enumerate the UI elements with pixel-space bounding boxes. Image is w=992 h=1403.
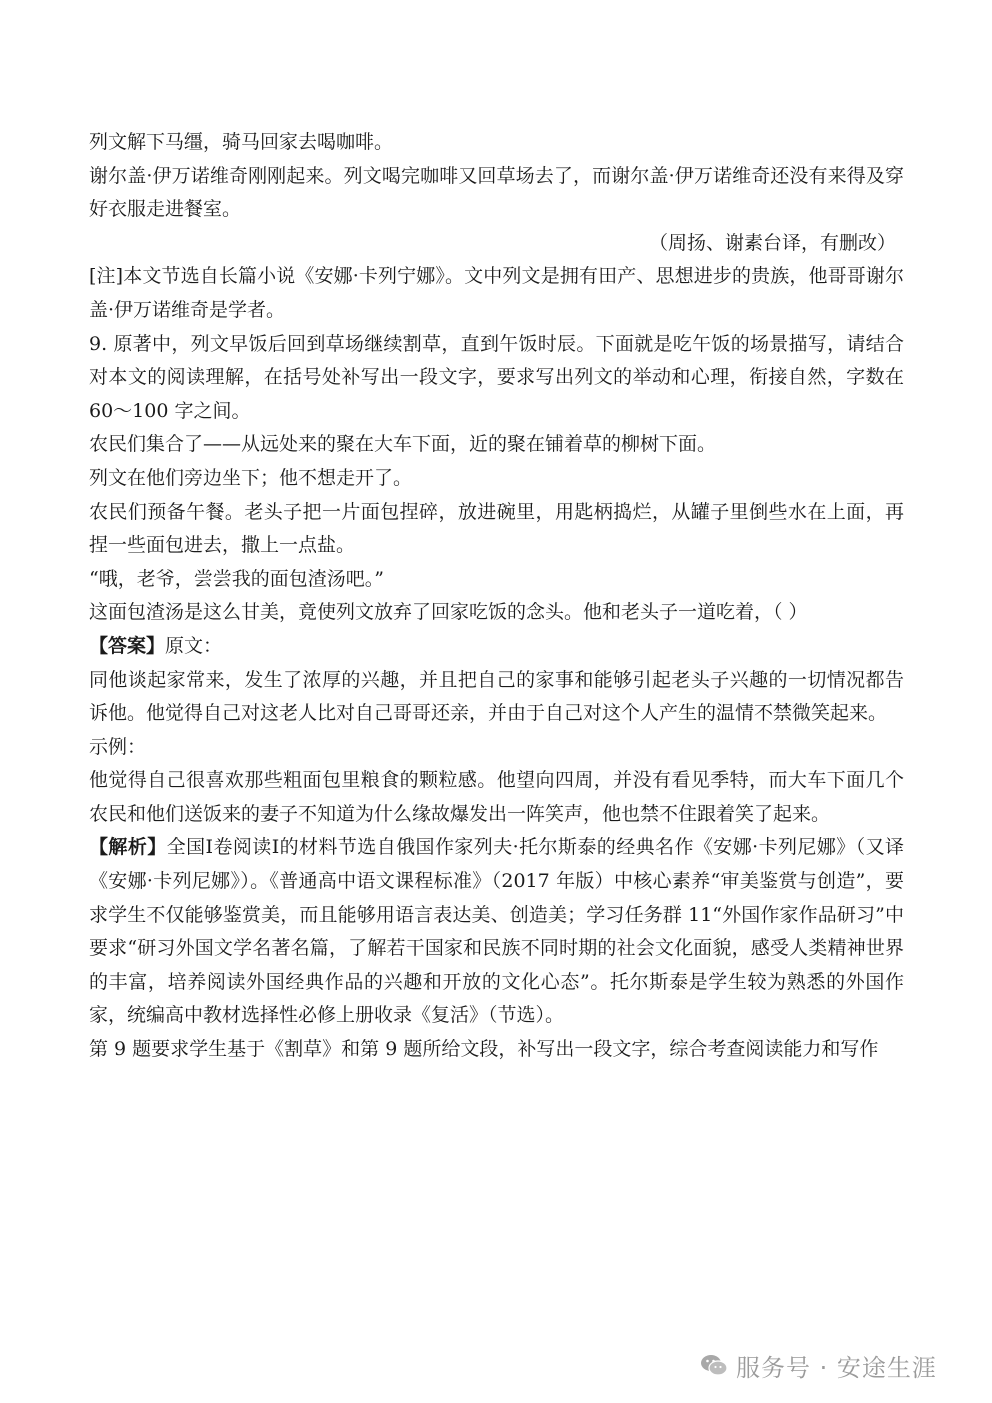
analysis-label: 【解析】 [89,836,167,859]
paragraph: 这面包渣汤是这么甘美，竟使列文放弃了回家吃饭的念头。他和老头子一道吃着，（ ） [89,601,808,624]
answer-original: 同他谈起家常来，发生了浓厚的兴趣，并且把自己的家事和能够引起老头子兴趣的一切情况都告诉他。他觉得自己对这老人比对自己哥哥还亲，并由于自己对这个人产生的温情不禁微笑起来。 [89,668,904,725]
answer-heading [89,630,904,664]
answer-heading-text: 原文： [165,634,223,657]
document-body [89,126,904,1067]
paragraph: 列文在他们旁边坐下；他不想走开了。 [89,466,413,489]
example-heading: 示例： [89,735,147,758]
quote-paragraph: “哦，老爷，尝尝我的面包渣汤吧。” [89,567,384,590]
translation-credit: （周扬、谢素台译，有删改） [648,231,896,254]
question-9: 9. 原著中，列文早饭后回到草场继续割草，直到午饭时辰。下面就是吃午饭的场景描写，请结合对本文的阅读理解，在括号处补写出一段文字，要求写出列文的举动和心理，衔接自然，字数在 60～100 字之间。 [89,332,904,422]
paragraph: 第 9 题要求学生基于《割草》和第 9 题所给文段，补写出一段文字，综合考查阅读能力和写作 [89,1038,879,1061]
answer-example: 他觉得自己很喜欢那些粗面包里粮食的颗粒感。他望向四周，并没有看见季特，而大车下面几个农民和他们送饭来的妻子不知道为什么缘故爆发出一阵笑声，他也禁不住跟着笑了起来。 [89,769,904,825]
wechat-icon [700,1353,728,1377]
paragraph: 列文解下马缰，骑马回家去喝咖啡。 [89,131,394,153]
paragraph: 农民们集合了——从远处来的聚在大车下面，近的聚在铺着草的柳树下面。 [89,433,717,456]
watermark-text: 服务号 · 安途生涯 [736,1353,937,1382]
watermark [700,1345,937,1385]
analysis-paragraph [89,831,904,1033]
note-paragraph: [注]本文节选自长篇小说《安娜·卡列宁娜》。文中列文是拥有田产、思想进步的贵族，他哥哥谢尔盖·伊万诺维奇是学者。 [89,265,904,321]
paragraph: 谢尔盖·伊万诺维奇刚刚起来。列文喝完咖啡又回草场去了，而谢尔盖·伊万诺维奇还没有来得及穿好衣服走进餐室。 [89,164,904,221]
paragraph: 农民们预备午餐。老头子把一片面包捏碎，放进碗里，用匙柄捣烂，从罐子里倒些水在上面，再捏一些面包进去，撒上一点盐。 [89,500,904,557]
answer-label: 【答案】 [89,634,166,657]
analysis-text: 全国Ⅰ卷阅读Ⅰ的材料节选自俄国作家列夫·托尔斯泰的经典名作《安娜·卡列尼娜》（又译《安娜·卡列尼娜》）。《普通高中语文课程标准》（2017 年版）中核心素养“审美鉴赏与创造”，要求学生不仅能够鉴赏美，而且能够用语言表达美、创造美；学习任务群 11“外国作家作品研习”中要求“研习外国文学名著名篇，了解若干国家和民族不同时期的社会文化面貌，感受人类精神世界的丰富，培养阅读外国经典作品的兴趣和开放的文化心态”。托尔斯泰是学生较为熟悉的外国作家，统编高中教材选择性必修上册收录《复活》（节选）。 [89,836,904,1027]
